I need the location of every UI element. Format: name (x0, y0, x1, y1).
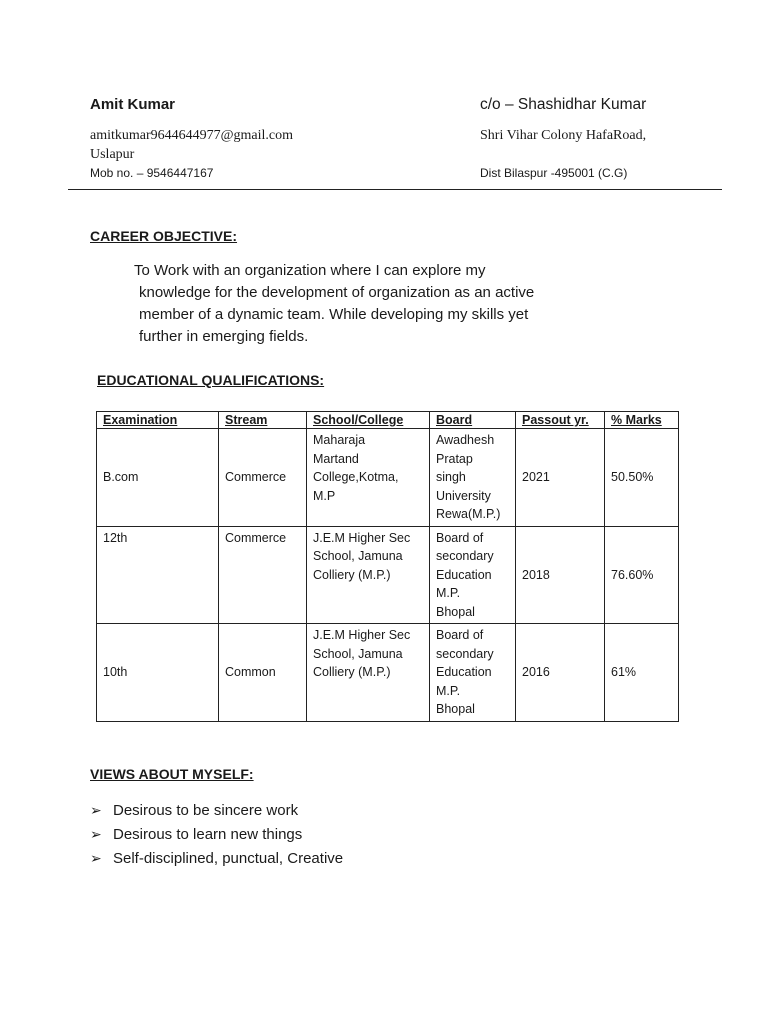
arrowhead-bullet-icon: ➢ (90, 850, 102, 866)
care-of: c/o – Shashidhar Kumar (480, 96, 647, 113)
candidate-name: Amit Kumar (90, 96, 176, 113)
board-cell (430, 526, 516, 624)
board-line: singh (436, 470, 466, 484)
school-cell (307, 624, 430, 722)
career-objective-text (134, 260, 594, 348)
examination-cell: 12th (97, 526, 219, 624)
stream-cell: Commerce (219, 429, 307, 527)
school-line: Maharaja (313, 433, 366, 447)
column-header: Stream (219, 412, 307, 429)
passout-cell: 2018 (516, 526, 605, 624)
school-line: School, Jamuna (313, 646, 403, 661)
email-address: amitkumar9644644977@gmail.com (90, 128, 294, 143)
school-cell (307, 526, 430, 624)
address-line-1: Shri Vihar Colony HafaRoad, (480, 128, 647, 143)
list-item (90, 847, 343, 871)
school-line: J.E.M Higher Sec (313, 530, 411, 545)
school-line: Martand (313, 451, 359, 466)
board-line: Board of (436, 628, 484, 642)
board-line: Pratap (436, 451, 473, 466)
views-list (90, 799, 343, 871)
table-header-row (97, 412, 679, 429)
board-line: Education (436, 567, 492, 582)
address-line-2: Dist Bilaspur -495001 (C.G) (480, 166, 628, 180)
school-line: College,Kotma, (313, 470, 399, 484)
marks-cell: 50.50% (605, 429, 679, 527)
board-line: Rewa(M.P.) (436, 507, 501, 521)
school-line: Colliery (M.P.) (313, 665, 391, 679)
board-line: Board of (436, 530, 484, 545)
passout-cell: 2016 (516, 624, 605, 722)
school-line: M.P (313, 488, 336, 503)
stream-cell: Commerce (219, 526, 307, 624)
list-item-text: Self-disciplined, punctual, Creative (113, 850, 344, 867)
examination-cell: B.com (97, 429, 219, 527)
board-line: M.P. (436, 586, 461, 600)
education-table (96, 411, 679, 722)
table-row (97, 429, 679, 527)
board-line: M.P. (436, 683, 461, 698)
career-objective-heading: CAREER OBJECTIVE: (90, 228, 238, 244)
school-line: J.E.M Higher Sec (313, 628, 411, 642)
views-heading: VIEWS ABOUT MYSELF: (90, 766, 254, 782)
passout-cell: 2021 (516, 429, 605, 527)
marks-cell: 61% (605, 624, 679, 722)
education-heading: EDUCATIONAL QUALIFICATIONS: (97, 372, 325, 388)
column-header: % Marks (605, 412, 679, 429)
board-cell (430, 429, 516, 527)
board-line: Awadhesh (436, 433, 495, 447)
marks-cell: 76.60% (605, 526, 679, 624)
school-line: Colliery (M.P.) (313, 567, 391, 582)
board-cell (430, 624, 516, 722)
objective-line: member of a dynamic team. While developing my skills yet (139, 306, 529, 323)
column-header: Passout yr. (516, 412, 605, 429)
column-header: Examination (97, 412, 219, 429)
table-row (97, 624, 679, 722)
arrowhead-bullet-icon: ➢ (90, 802, 102, 818)
header-divider (68, 189, 722, 190)
school-line: School, Jamuna (313, 549, 403, 563)
list-item (90, 799, 343, 823)
column-header: School/College (307, 412, 430, 429)
board-line: secondary (436, 549, 494, 563)
board-line: Bhopal (436, 604, 475, 619)
column-header: Board (430, 412, 516, 429)
examination-cell: 10th (97, 624, 219, 722)
list-item-text: Desirous to be sincere work (113, 802, 299, 819)
mobile-number: Mob no. – 9546447167 (90, 166, 214, 180)
list-item-text: Desirous to learn new things (113, 826, 303, 843)
board-line: Education (436, 665, 492, 679)
objective-line: knowledge for the development of organization as an active (139, 284, 535, 301)
list-item (90, 823, 343, 847)
arrowhead-bullet-icon: ➢ (90, 826, 102, 842)
board-line: University (436, 488, 491, 503)
objective-line: To Work with an organization where I can explore my (134, 262, 486, 279)
stream-cell: Common (219, 624, 307, 722)
board-line: Bhopal (436, 702, 475, 716)
city: Uslapur (90, 147, 135, 162)
board-line: secondary (436, 646, 494, 661)
table-row (97, 526, 679, 624)
objective-line: further in emerging fields. (139, 328, 309, 345)
school-cell (307, 429, 430, 527)
